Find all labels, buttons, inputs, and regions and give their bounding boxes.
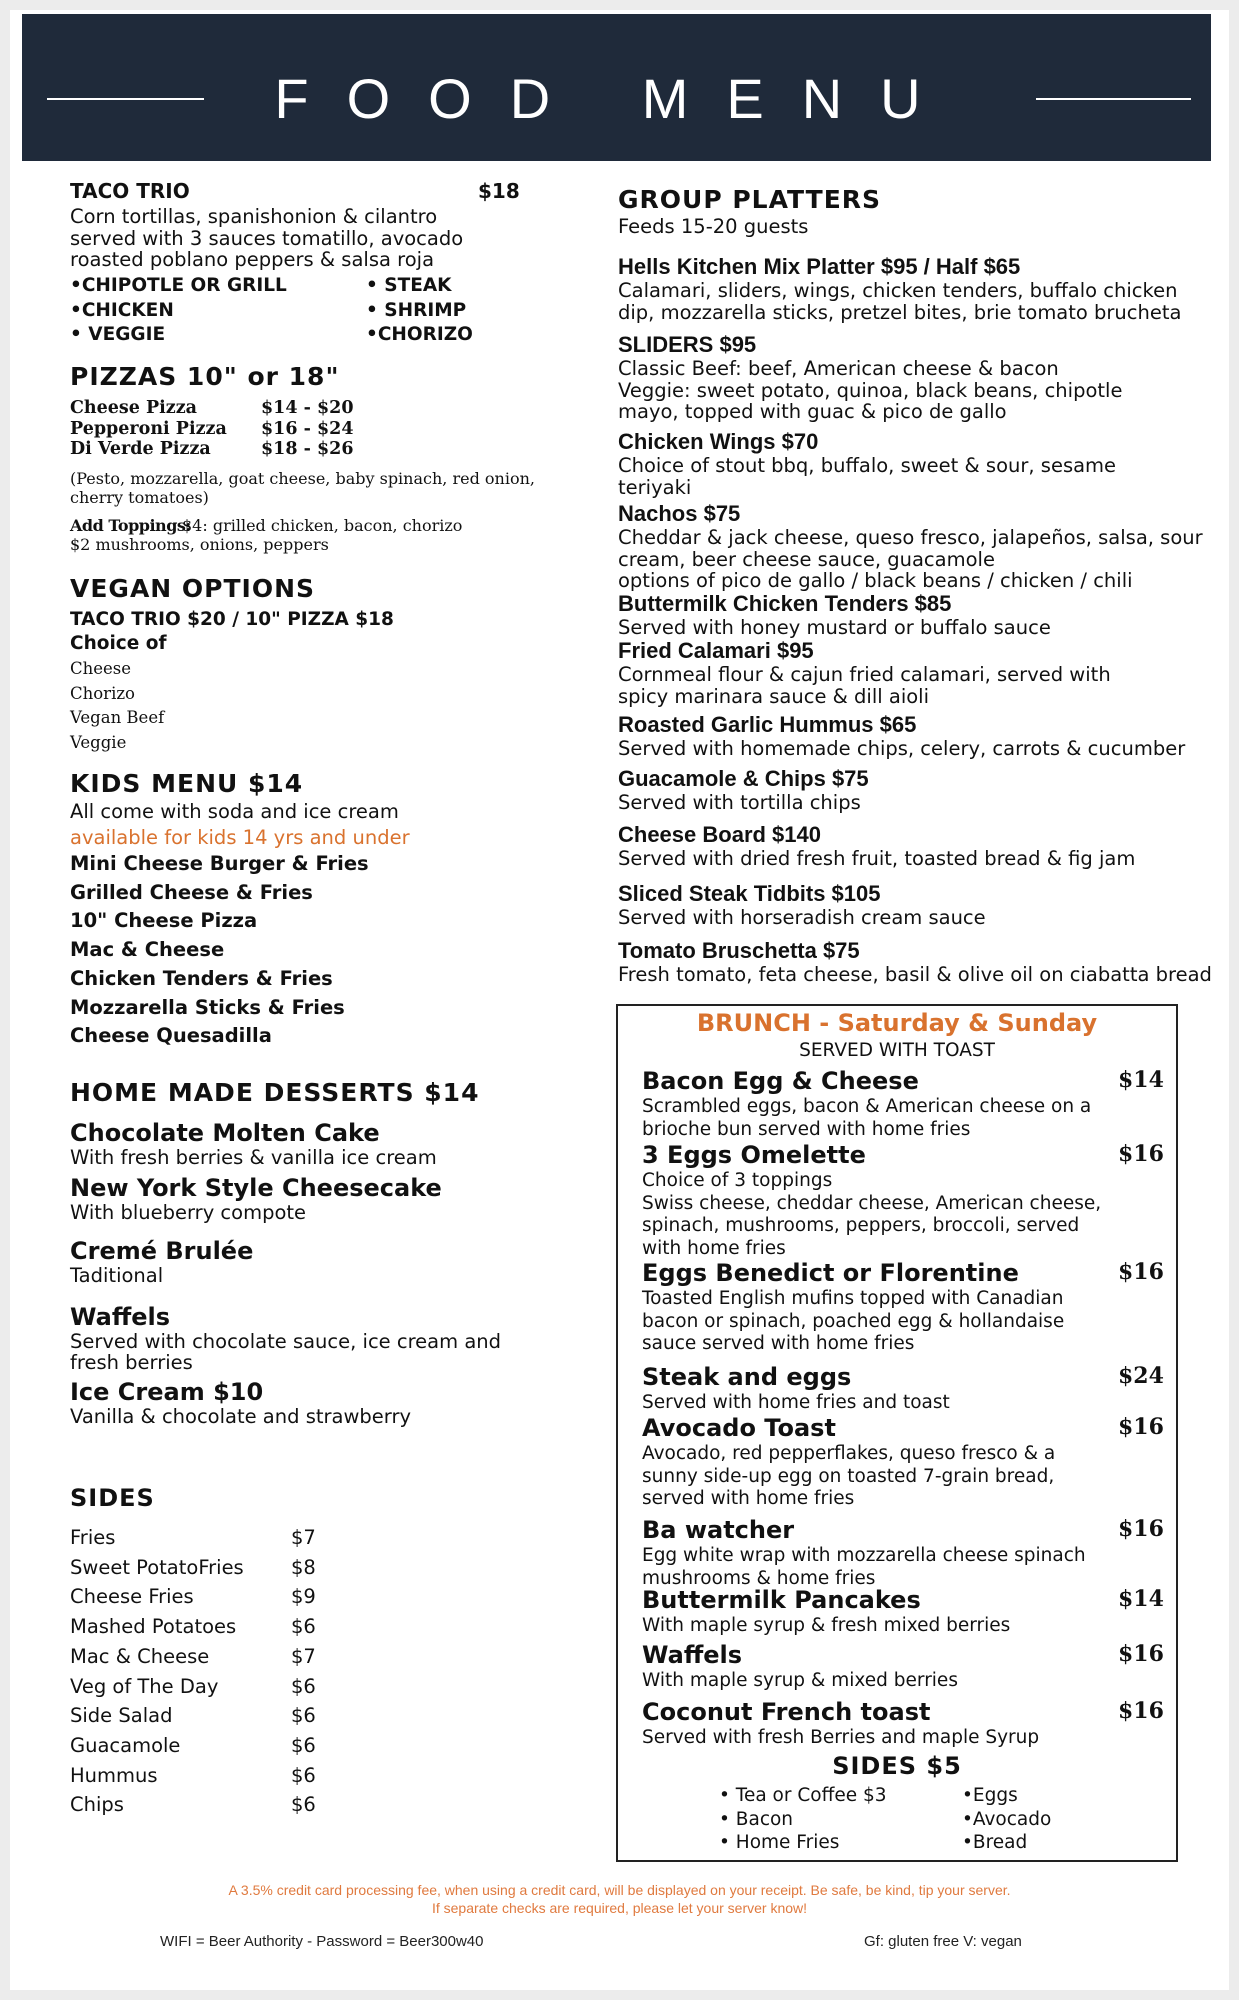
brunch-item-desc: Egg white wrap with mozzarella cheese spinach	[642, 1545, 1086, 1566]
pizza-name: Pepperoni Pizza	[70, 418, 227, 439]
brunch-item-desc: bacon or spinach, poached egg & hollandaise	[642, 1310, 1065, 1332]
brunch-item-desc: Choice of 3 toppings	[642, 1170, 833, 1191]
kids-item: 10" Cheese Pizza	[70, 909, 258, 933]
pizza-price: $16 - $24	[261, 418, 354, 439]
taco-option: • VEGGIE	[70, 324, 166, 345]
brunch-item-price: $16	[1118, 1141, 1164, 1167]
brunch-item-desc: With maple syrup & mixed berries	[642, 1670, 958, 1691]
platter-name: Tomato Bruschetta $75	[618, 938, 860, 963]
brunch-item-desc: mushrooms & home fries	[642, 1567, 876, 1589]
brunch-item-desc: sauce served with home fries	[642, 1333, 915, 1354]
side-name: Guacamole	[70, 1733, 181, 1757]
side-name: Mashed Potatoes	[70, 1615, 237, 1639]
side-price: $7	[291, 1526, 316, 1549]
toppings-list: $4: grilled chicken, bacon, chorizo	[182, 516, 463, 535]
platter-desc: cream, beer cheese sauce, guacamole	[618, 547, 995, 571]
menu-page	[10, 10, 1229, 1990]
vegan-choice-label: Choice of	[70, 633, 167, 654]
platters-title: GROUP PLATTERS	[618, 185, 882, 214]
side-name: Cheese Fries	[70, 1585, 194, 1609]
brunch-item-name: Buttermilk Pancakes	[642, 1586, 921, 1614]
kids-sub: All come with soda and ice cream	[70, 800, 399, 823]
platter-name: Buttermilk Chicken Tenders $85	[618, 591, 952, 616]
brunch-item-price: $14	[1118, 1586, 1164, 1612]
brunch-item-price: $16	[1118, 1259, 1164, 1285]
brunch-item-price: $24	[1118, 1363, 1164, 1389]
platter-desc: Fresh tomato, feta cheese, basil & olive oil on ciabatta bread	[618, 963, 1212, 986]
dessert-desc: With blueberry compote	[70, 1201, 307, 1224]
pizza-name: Di Verde Pizza	[70, 439, 211, 459]
taco-option: •CHORIZO	[366, 324, 473, 345]
kids-note: available for kids 14 yrs and under	[70, 826, 410, 849]
brunch-item-desc: Toasted English mufins topped with Canadian	[642, 1288, 1064, 1309]
dessert-name: Waffels	[70, 1303, 171, 1331]
brunch-item-name: Ba watcher	[642, 1516, 795, 1544]
side-price: $6	[291, 1615, 316, 1639]
pizza-name: Cheese Pizza	[70, 398, 198, 418]
vegan-choice: Cheese	[70, 659, 132, 678]
kids-item: Mac & Cheese	[70, 938, 225, 962]
taco-option: • STEAK	[366, 275, 452, 296]
menu-header	[22, 14, 1211, 161]
vegan-subtitle: TACO TRIO $20 / 10" PIZZA $18	[70, 609, 394, 630]
dessert-desc: Taditional	[70, 1264, 164, 1287]
brunch-side-right: •Eggs	[962, 1785, 1018, 1806]
side-name: Chips	[70, 1793, 124, 1817]
brunch-side-left: • Tea or Coffee $3	[719, 1785, 887, 1806]
platter-desc: dip, mozzarella sticks, pretzel bites, brie tomato brucheta	[618, 300, 1182, 324]
platter-desc: Cornmeal flour & cajun fried calamari, served with	[618, 663, 1111, 686]
brunch-title: BRUNCH - Saturday & Sunday	[696, 1009, 1098, 1037]
platter-desc: Calamari, sliders, wings, chicken tenders, buffalo chicken	[618, 279, 1178, 302]
brunch-item-price: $16	[1118, 1414, 1164, 1440]
brunch-item-desc: Served with fresh Berries and maple Syrup	[642, 1727, 1040, 1748]
platter-desc: Veggie: sweet potato, quinoa, black beans, chipotle	[618, 378, 1123, 402]
platter-desc: Cheddar & jack cheese, queso fresco, jalapeños, salsa, sour	[618, 526, 1203, 549]
brunch-item-desc: Swiss cheese, cheddar cheese, American cheese,	[642, 1192, 1102, 1214]
brunch-item-desc: brioche bun served with home fries	[642, 1118, 971, 1140]
brunch-side-right: •Bread	[962, 1832, 1028, 1853]
brunch-item-name: Bacon Egg & Cheese	[642, 1067, 919, 1095]
platter-name: SLIDERS $95	[618, 332, 757, 357]
brunch-item-name: Waffels	[642, 1641, 743, 1669]
platter-name: Guacamole & Chips $75	[618, 766, 869, 791]
kids-item: Mozzarella Sticks & Fries	[70, 995, 345, 1019]
taco-trio-desc: roasted poblano peppers & salsa roja	[70, 248, 435, 271]
taco-option: • SHRIMP	[366, 299, 467, 321]
brunch-item-name: Eggs Benedict or Florentine	[642, 1259, 1019, 1287]
platter-desc: Classic Beef: beef, American cheese & bacon	[618, 357, 1059, 380]
platter-name: Fried Calamari $95	[618, 638, 814, 663]
platter-desc: options of pico de gallo / black beans / chicken / chili	[618, 569, 1133, 592]
dessert-desc: fresh berries	[70, 1350, 193, 1374]
toppings-label: Add Toppings:	[70, 516, 191, 535]
platter-name: Sliced Steak Tidbits $105	[618, 881, 881, 906]
taco-option: •CHIPOTLE OR GRILL	[70, 275, 287, 296]
platter-desc: Served with honey mustard or buffalo sauce	[618, 616, 1051, 639]
desserts-title: HOME MADE DESSERTS $14	[70, 1078, 480, 1107]
platter-name: Roasted Garlic Hummus $65	[618, 712, 917, 737]
platter-desc: Served with horseradish cream sauce	[618, 906, 986, 929]
pizzas-title: PIZZAS 10" or 18"	[70, 362, 340, 391]
brunch-side-left: • Home Fries	[719, 1832, 840, 1853]
side-price: $9	[291, 1585, 316, 1609]
side-name: Mac & Cheese	[70, 1644, 210, 1668]
platter-desc: teriyaki	[618, 475, 692, 499]
taco-trio-title: TACO TRIO	[70, 179, 190, 203]
brunch-item-price: $16	[1118, 1516, 1164, 1542]
side-price: $6	[291, 1674, 316, 1698]
dessert-name: Ice Cream $10	[70, 1378, 264, 1406]
platter-name: Cheese Board $140	[618, 822, 821, 847]
dessert-name: Cremé Brulée	[70, 1237, 254, 1265]
side-price: $8	[291, 1555, 316, 1579]
brunch-item-price: $16	[1118, 1641, 1164, 1667]
brunch-item-name: Avocado Toast	[642, 1414, 836, 1442]
brunch-item-desc: Served with home fries and toast	[642, 1392, 950, 1413]
side-name: Fries	[70, 1526, 116, 1549]
dessert-name: Chocolate Molten Cake	[70, 1119, 380, 1147]
platter-name: Nachos $75	[618, 501, 741, 526]
brunch-item-desc: sunny side-up egg on toasted 7-grain bread,	[642, 1465, 1055, 1487]
taco-trio-desc: Corn tortillas, spanishonion & cilantro	[70, 205, 438, 228]
vegan-title: VEGAN OPTIONS	[70, 574, 316, 603]
brunch-box	[616, 1004, 1178, 1862]
side-name: Veg of The Day	[70, 1674, 219, 1698]
side-price: $6	[291, 1733, 316, 1757]
platter-desc: Choice of stout bbq, buffalo, sweet & sour, sesame	[618, 454, 1117, 477]
brunch-item-desc: Scrambled eggs, bacon & American cheese on a	[642, 1096, 1092, 1117]
dessert-desc: Served with chocolate sauce, ice cream and	[70, 1330, 501, 1353]
brunch-item-desc: with home fries	[642, 1237, 786, 1259]
toppings-list: $2 mushrooms, onions, peppers	[70, 535, 329, 554]
kids-item: Cheese Quesadilla	[70, 1024, 272, 1048]
vegan-choice: Veggie	[70, 732, 127, 752]
fee-note: A 3.5% credit card processing fee, when using a credit card, will be displayed on your receipt. Be safe, be kind, tip your server.	[228, 1882, 1011, 1898]
brunch-item-price: $14	[1118, 1067, 1164, 1093]
platter-desc: Served with homemade chips, celery, carrots & cucumber	[618, 737, 1186, 760]
brunch-item-desc: spinach, mushrooms, peppers, broccoli, served	[642, 1215, 1080, 1236]
kids-item: Grilled Cheese & Fries	[70, 880, 313, 904]
kids-item: Mini Cheese Burger & Fries	[70, 852, 369, 875]
brunch-item-desc: With maple syrup & fresh mixed berries	[642, 1615, 1011, 1636]
brunch-sides-title: SIDES $5	[832, 1752, 962, 1780]
side-name: Sweet PotatoFries	[70, 1555, 244, 1579]
menu-title: FOOD MENU	[274, 67, 959, 130]
brunch-item-name: Steak and eggs	[642, 1363, 852, 1391]
side-name: Side Salad	[70, 1704, 173, 1728]
platter-desc: Served with dried fresh fruit, toasted bread & fig jam	[618, 847, 1136, 870]
dessert-name: New York Style Cheesecake	[70, 1174, 442, 1202]
pizza-price: $14 - $20	[261, 398, 354, 418]
wifi-info: WIFI = Beer Authority - Password = Beer300w40	[160, 1933, 484, 1950]
platter-name: Chicken Wings $70	[618, 429, 819, 454]
vegan-choice: Chorizo	[70, 683, 135, 703]
kids-title: KIDS MENU $14	[70, 769, 304, 798]
pizza-note: (Pesto, mozzarella, goat cheese, baby spinach, red onion,	[70, 469, 535, 488]
sides-title: SIDES	[70, 1484, 155, 1512]
diet-legend: Gf: gluten free V: vegan	[864, 1933, 1022, 1950]
pizza-note: cherry tomatoes)	[70, 488, 209, 507]
platter-desc: Served with tortilla chips	[618, 791, 861, 814]
taco-trio-price: $18	[478, 179, 520, 203]
platters-sub: Feeds 15-20 guests	[618, 215, 809, 238]
brunch-item-name: Coconut French toast	[642, 1698, 931, 1726]
side-price: $6	[291, 1793, 316, 1817]
brunch-side-right: •Avocado	[962, 1808, 1052, 1830]
platter-desc: mayo, topped with guac & pico de gallo	[618, 400, 1007, 423]
taco-option: •CHICKEN	[70, 299, 174, 321]
vegan-choice: Vegan Beef	[70, 708, 165, 727]
side-price: $6	[291, 1704, 316, 1728]
brunch-item-name: 3 Eggs Omelette	[642, 1141, 866, 1169]
brunch-item-desc: Avocado, red pepperflakes, queso fresco & a	[642, 1443, 1056, 1464]
side-price: $7	[291, 1644, 316, 1668]
fee-note: If separate checks are required, please let your server know!	[431, 1900, 808, 1916]
platter-name: Hells Kitchen Mix Platter $95 / Half $65	[618, 254, 1021, 279]
side-price: $6	[291, 1763, 316, 1787]
platter-desc: spicy marinara sauce & dill aioli	[618, 684, 930, 708]
kids-item: Chicken Tenders & Fries	[70, 966, 333, 990]
pizza-price: $18 - $26	[261, 439, 354, 459]
dessert-desc: Vanilla & chocolate and strawberry	[70, 1405, 412, 1428]
brunch-side-left: • Bacon	[719, 1808, 794, 1830]
header-rule-right	[1036, 98, 1191, 100]
brunch-sub: SERVED WITH TOAST	[799, 1040, 995, 1061]
side-name: Hummus	[70, 1763, 158, 1787]
brunch-item-price: $16	[1118, 1698, 1164, 1724]
dessert-desc: With fresh berries & vanilla ice cream	[70, 1146, 437, 1169]
taco-trio-desc: served with 3 sauces tomatillo, avocado	[70, 226, 464, 250]
brunch-item-desc: served with home fries	[642, 1488, 855, 1509]
